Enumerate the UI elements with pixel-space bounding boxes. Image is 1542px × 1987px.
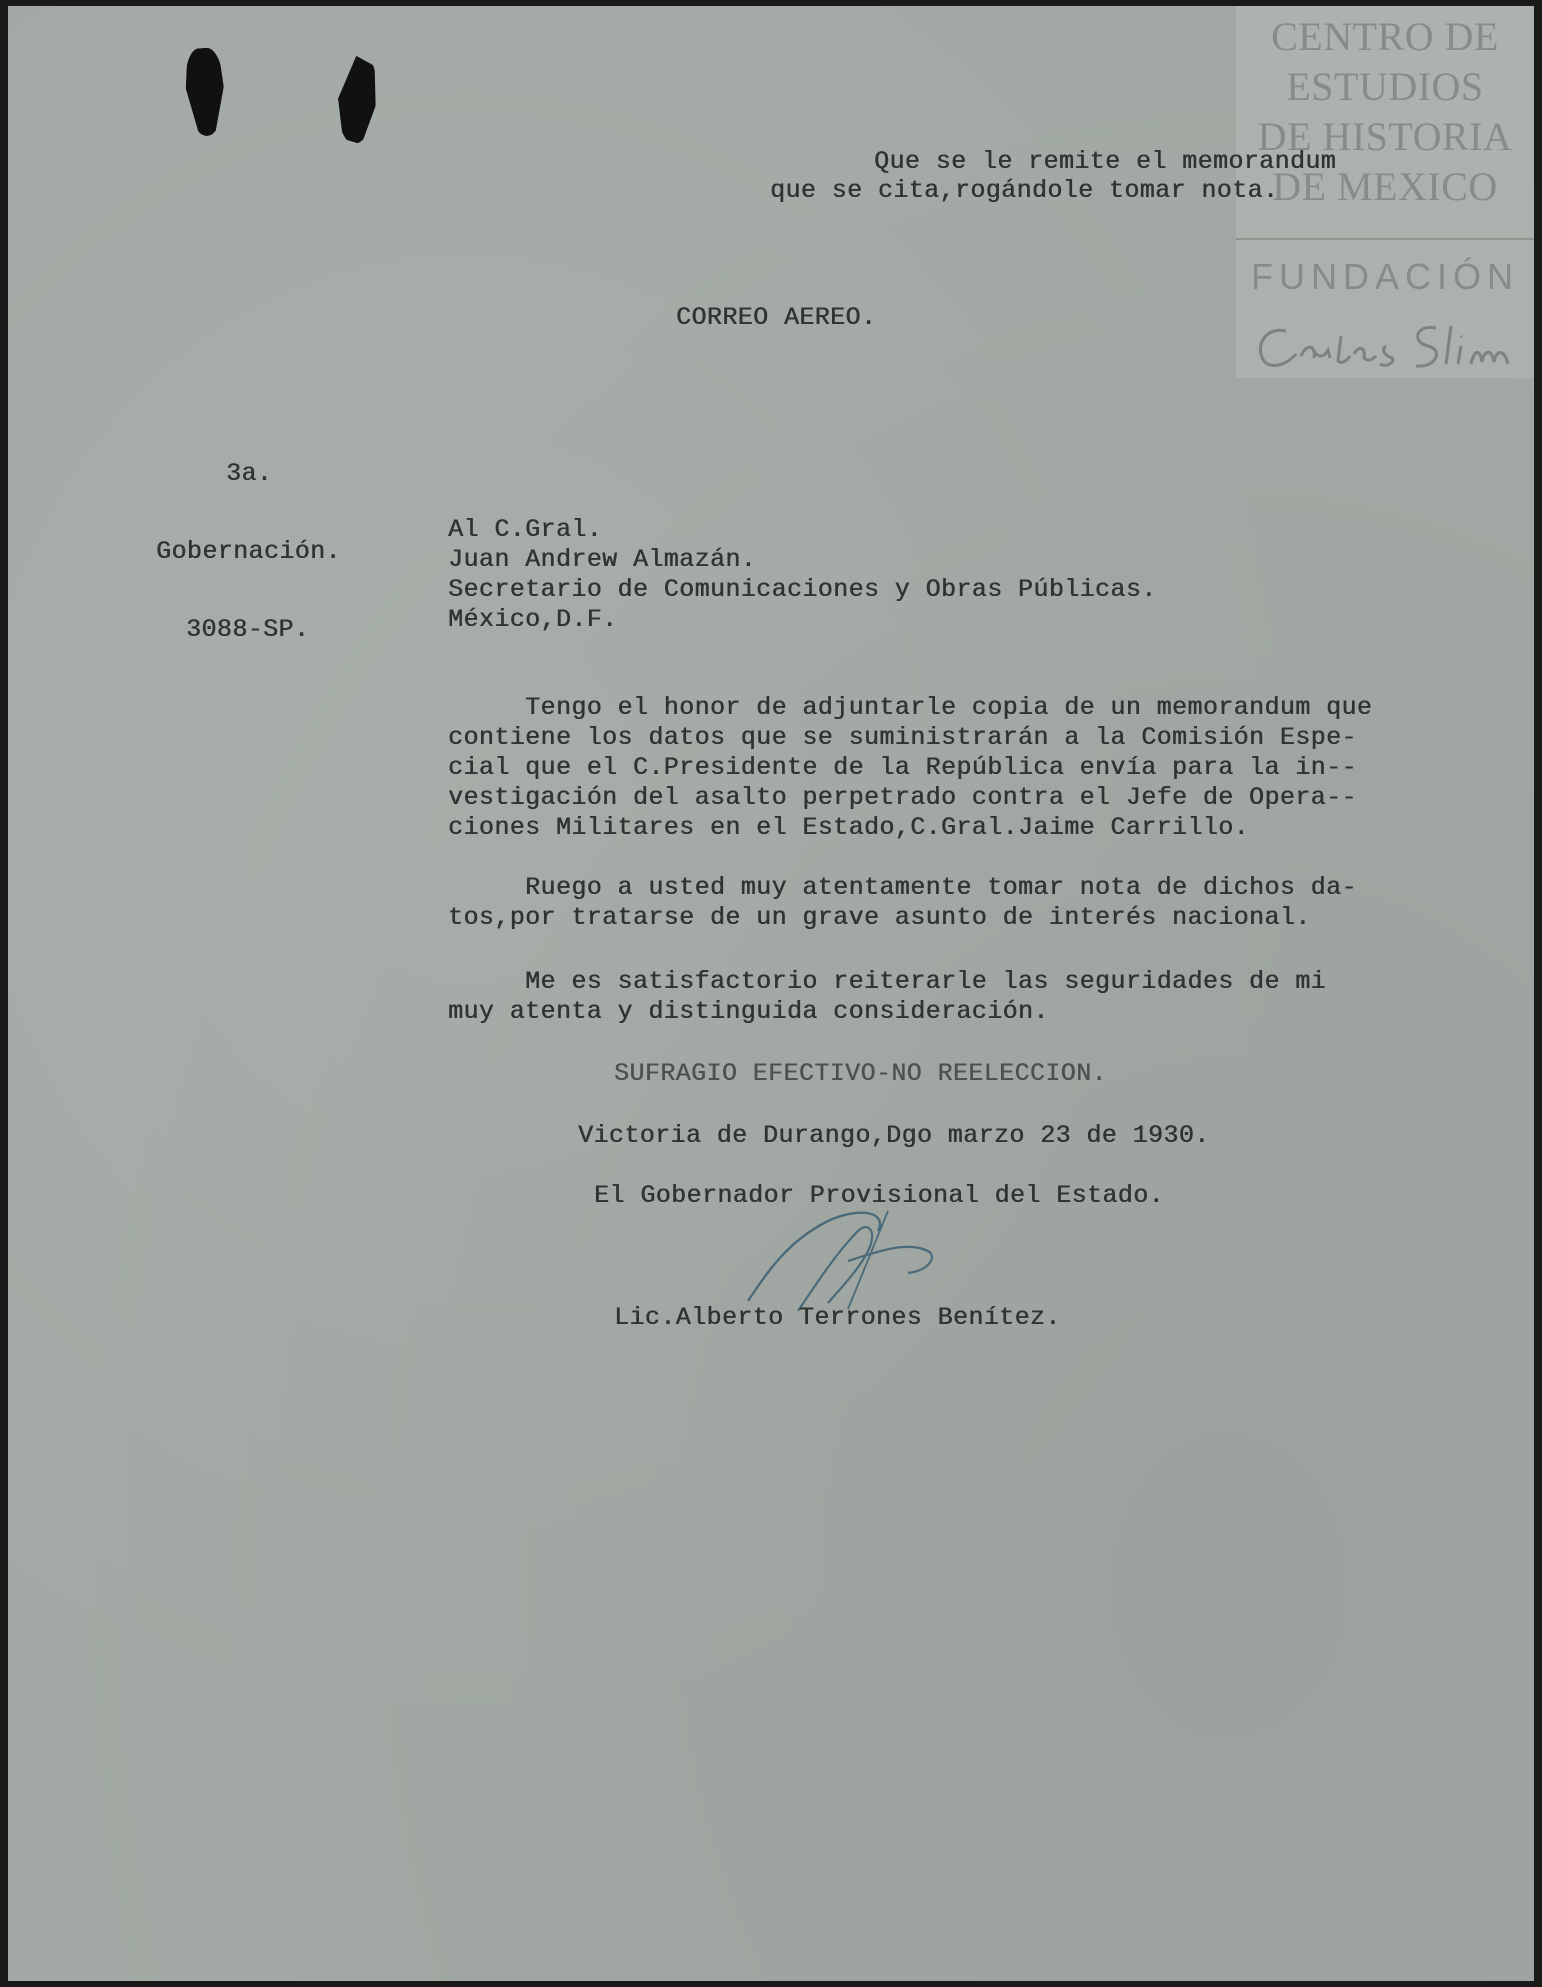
paragraph-2-line-2: tos,por tratarse de un grave asunto de interés nacional. bbox=[448, 903, 1311, 932]
addressee-line-3: Secretario de Comunicaciones y Obras Públicas. bbox=[448, 575, 1157, 604]
watermark-signature-logo bbox=[1246, 306, 1526, 376]
addressee-line-1: Al C.Gral. bbox=[448, 515, 603, 544]
punch-hole-left bbox=[184, 47, 227, 137]
watermark-divider bbox=[1236, 238, 1534, 240]
margin-reference-number: 3088-SP. bbox=[186, 615, 310, 644]
motto: SUFRAGIO EFECTIVO-NO REELECCION. bbox=[614, 1059, 1107, 1088]
paragraph-1-line-1: Tengo el honor de adjuntarle copia de un memorandum que bbox=[448, 693, 1373, 722]
mail-type: CORREO AEREO. bbox=[676, 303, 877, 332]
margin-section: 3a. bbox=[226, 459, 273, 488]
paragraph-3-line-1: Me es satisfactorio reiterarle las seguridades de mi bbox=[448, 967, 1326, 996]
watermark-line-3: DE HISTORIA bbox=[1257, 114, 1513, 159]
paragraph-1-line-4: vestigación del asalto perpetrado contra el Jefe de Opera-- bbox=[448, 783, 1357, 812]
summary-line-1: Que se le remite el memorandum bbox=[874, 147, 1337, 176]
watermark-line-2: ESTUDIOS bbox=[1286, 64, 1484, 109]
place-and-date: Victoria de Durango,Dgo marzo 23 de 1930. bbox=[578, 1121, 1210, 1150]
paragraph-1-line-3: cial que el C.Presidente de la República envía para la in-- bbox=[448, 753, 1357, 782]
paragraph-1-line-5: ciones Militares en el Estado,C.Gral.Jaime Carrillo. bbox=[448, 813, 1249, 842]
margin-office: Gobernación. bbox=[156, 537, 341, 566]
watermark-line-4: DE MEXICO bbox=[1272, 164, 1498, 209]
summary-line-2: que se cita,rogándole tomar nota. bbox=[770, 176, 1279, 205]
paragraph-2-line-1: Ruego a usted muy atentamente tomar nota de dichos da- bbox=[448, 873, 1357, 902]
paragraph-3-line-2: muy atenta y distinguida consideración. bbox=[448, 997, 1049, 1026]
punch-hole-right bbox=[335, 55, 379, 145]
signer-name: Lic.Alberto Terrones Benítez. bbox=[614, 1303, 1061, 1332]
document-page bbox=[8, 6, 1534, 1981]
signer-title: El Gobernador Provisional del Estado. bbox=[594, 1181, 1164, 1210]
archive-watermark bbox=[1236, 6, 1534, 378]
watermark-line-1: CENTRO DE bbox=[1271, 14, 1499, 59]
addressee-line-2: Juan Andrew Almazán. bbox=[448, 545, 757, 574]
watermark-fundacion: FUNDACIÓN bbox=[1251, 256, 1519, 297]
paragraph-1-line-2: contiene los datos que se suministrarán a la Comisión Espe- bbox=[448, 723, 1357, 752]
addressee-line-4: México,D.F. bbox=[448, 605, 618, 634]
